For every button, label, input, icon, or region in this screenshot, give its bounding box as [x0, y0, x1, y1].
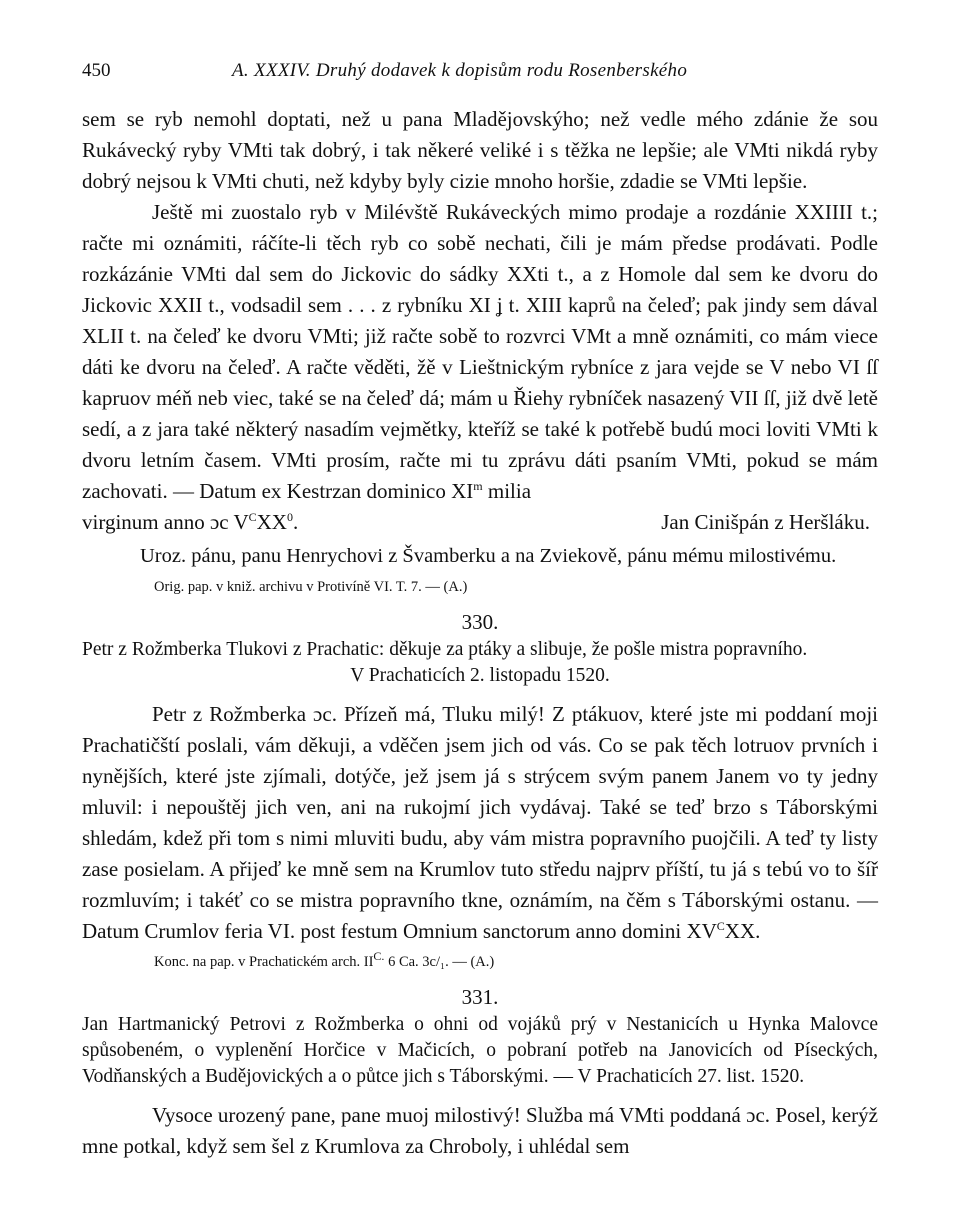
- letter-text: milia: [482, 479, 532, 503]
- date-fragment: virginum anno ɔc $V^CXX^0$.: [82, 510, 299, 534]
- document-summary: Jan Hartmanický Petrovi z Rožmberka o ohni od vojáků prý v Nestanicích u Hynka Malovce spůsobeném, o vyplenění Horčice v Mačicích, o pobraní potřeb na Janovicích od Píseckých, Vodňanských a Budějovických a o půtce jich s Táborskými. — V Prachaticích 27. list. 1520.: [82, 1014, 878, 1087]
- superscript: m: [473, 479, 483, 493]
- letter-text: Ještě mi zuostalo ryb v Milévště Rukáveckých mimo prodaje a rozdánie XXIIII t.; račte mi oznámiti, ráčíte-li těch ryb co sobě nechati, čili je mám předse prodávati. Podle rozkázánie VMti dal sem do Jickovic do sádky XXti t., a z Homole dal sem ke dvoru do Jickovic XXII t., vodsadil sem . . . z rybníku XI ʝ t. XIII kaprů na čeleď; pak jindy sem dával XLII t. na čeleď ke dvoru VMti; již račte sobě to rozvrci VMt a mně oznámiti, co mám viece dáti ke dvoru na čeleď. A račte věděti, žě v Lieštnickým rybníce z jara vejde se V nebo VI ſſ kapruov méň neb viec, také se na čeleď dá; mám u Řiehy rybníček nasazený VII ſſ, již dvě letě sedí, a z jara také některý nasadím vejmětky, kteříž se také k potřebě budú moci loviti VMti k dvoru letním časem. VMti prosím, račte mi tu zprávu dáti psaním VMti, pokud se mám zachovati. — Datum ex Kestrzan dominico XI: [82, 200, 878, 503]
- source-note: Konc. na pap. v Prachatickém arch. $II^{C.}$ 6 Ca. 3c/₁. — (A.): [154, 949, 495, 970]
- letter-paragraph: Vysoce urozený pane, pane muoj milostivý! Služba má VMti poddaná ɔc. Posel, kerýž mne potkal, když sem šel z Krumlova za Chroboly, i uhlédal sem: [82, 1103, 878, 1158]
- letter-text: XX.: [724, 919, 761, 943]
- page-number: 450: [82, 60, 111, 81]
- source-note: Orig. pap. v kniž. archivu v Protivíně VI. T. 7. — (A.): [154, 579, 468, 595]
- page-header: [82, 60, 876, 90]
- letter-paragraph: [82, 699, 878, 947]
- signature-line: [82, 507, 878, 538]
- document-number: 331.: [461, 985, 499, 1009]
- document-329-continuation: [82, 104, 878, 1162]
- document-summary: Petr z Rožmberka Tlukovi z Prachatic: děkuje za ptáky a slibuje, že pošle mistra popravního.: [82, 639, 808, 660]
- superscript: C: [716, 919, 725, 933]
- running-title: A. XXXIV. Druhý dodavek k dopisům rodu Rosenberského: [232, 60, 688, 81]
- letter-paragraph: sem se ryb nemohl doptati, než u pana Mladějovskýho; než vedle mého zdánie že sou Rukávecký ryby VMti tak dobrý, i tak někeré veliké i s těžka ne lepšie; ale VMti nikdá ryby dobrý nejsou k VMti chuti, než kdyby byly cizie mnoho horšie, zdadie se VMti lepšie.: [82, 107, 878, 193]
- document-number: 330.: [461, 610, 499, 634]
- letter-text: Petr z Rožmberka ɔc. Přízeň má, Tluku milý! Z ptákuov, které jste mi poddaní moji Prachatičští poslali, vám děkuji, a vděčen jsem jich od vás. Co se pak těch lotruov prvních i nynějších, které jste zjímali, dotýče, jež jsem já s strýcem svým panem Janem vo ty jedny mluvil: i nepouštěj jich ven, ani na rukojmí jich vydávaj. Také se teď brzo s Táborskými shledám, kdež při tom s nimi mluviti budu, aby vám mistra popravního puojčili. A teď ty listy zase posielam. A přijeď ke mně sem na Krumlov tuto středu najprv příští, tu já s tebú vo to šíř rozmluvím; i takéť co se mistra popravního tkne, oznámím, na čěm s Táborskými ostanu. — Datum Crumlov feria VI. post festum Omnium sanctorum anno domini XV: [82, 702, 878, 943]
- signature: Jan Cinišpán z Heršláku.: [661, 510, 870, 534]
- address-line: Uroz. pánu, panu Henrychovi z Švamberku a na Zviekově, pánu mému milostivému.: [140, 545, 837, 567]
- document-date-place: V Prachaticích 2. listopadu 1520.: [350, 665, 610, 686]
- letter-paragraph: [82, 197, 878, 507]
